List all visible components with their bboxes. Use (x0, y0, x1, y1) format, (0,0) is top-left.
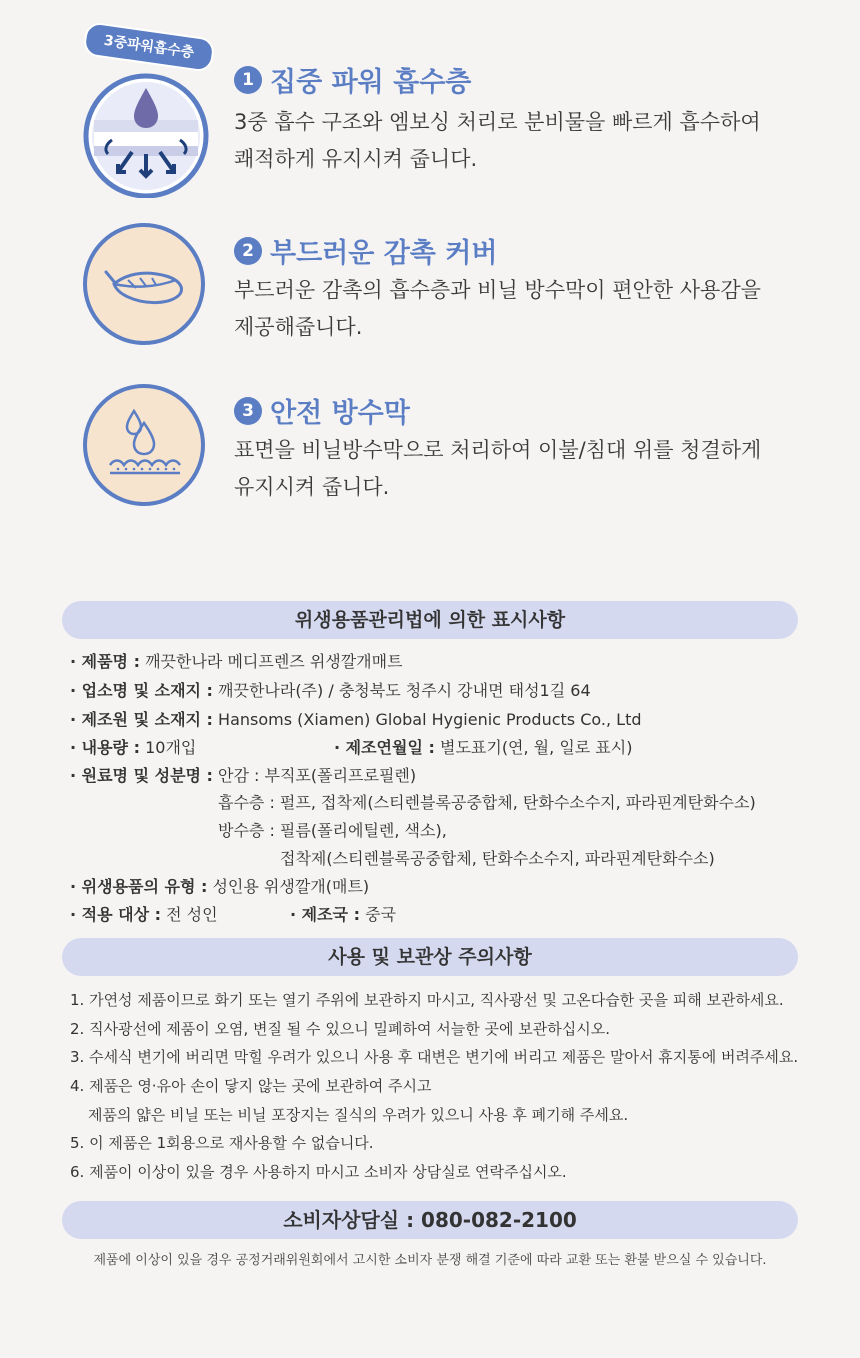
materials-row: · 원료명 및 성분명 : 안감 : 부직포(폴리프로필렌) (70, 766, 417, 785)
feature-title-text: 부드러운 감촉 커버 (270, 238, 498, 269)
feature-title-text: 안전 방수막 (270, 398, 410, 429)
caution-item: 4. 제품은 영·유아 손이 닿지 않는 곳에 보관하여 주시고 (70, 1077, 432, 1095)
label-section-title: 위생용품관리법에 의한 표시사항 (62, 601, 798, 639)
mfg-date-row: · 제조연월일 : 별도표기(연, 월, 일로 표시) (334, 738, 633, 757)
type-row: · 위생용품의 유형 : 성인용 위생깔개(매트) (70, 877, 370, 896)
materials-absorb-line: 흡수층 : 펄프, 접착제(스티렌블록공중합체, 탄화수소수지, 파라핀계탄화수소) (218, 793, 756, 812)
caution-item: 6. 제품이 이상이 있을 경우 사용하지 마시고 소비자 상담실로 연락주십시오. (70, 1163, 567, 1181)
company-row: · 업소명 및 소재지 : 깨끗한나라(주) / 충청북도 청주시 강내면 태성1길 64 (70, 681, 591, 700)
maker-row: · 제조원 및 소재지 : Hansoms (Xiamen) Global Hygienic Products Co., Ltd (70, 710, 642, 729)
desc-line-1: 3중 흡수 구조와 엠보싱 처리로 분비물을 빠르게 흡수하여 (234, 110, 761, 134)
desc-line-2: 제공해줍니다. (234, 315, 363, 339)
caution-item: 2. 직사광선에 제품이 오염, 변질 될 수 있으니 밀폐하여 서늘한 곳에 보관하십시오. (70, 1020, 610, 1038)
origin-row: · 제조국 : 중국 (290, 905, 396, 924)
number-badge: 3 (234, 397, 262, 425)
feature-title-text: 집중 파워 흡수층 (270, 67, 472, 98)
caution-item: 제품의 얇은 비닐 또는 비닐 포장지는 질식의 우려가 있으니 사용 후 폐기해 주세요. (88, 1106, 629, 1124)
feature-description (234, 432, 824, 506)
desc-line-2: 유지시켜 줍니다. (234, 475, 390, 499)
number-badge: 2 (234, 237, 262, 265)
caution-item: 5. 이 제품은 1회용으로 재사용할 수 없습니다. (70, 1134, 374, 1152)
caution-item: 3. 수세식 변기에 버리면 막힐 우려가 있으니 사용 후 대변은 변기에 버리고 제품은 말아서 휴지통에 버려주세요. (70, 1048, 799, 1066)
feature-title (234, 231, 497, 270)
target-row: · 적용 대상 : 전 성인 (70, 905, 218, 924)
materials-waterproof-line: 방수층 : 필름(폴리에틸렌, 색소), (218, 821, 447, 840)
materials-adhesive-line: 접착제(스티렌블록공중합체, 탄화수소수지, 파라핀계탄화수소) (280, 849, 715, 868)
product-name-row: · 제품명 : 깨끗한나라 메디프렌즈 위생깔개매트 (70, 652, 403, 671)
desc-line-2: 쾌적하게 유지시켜 줍니다. (234, 147, 478, 171)
consumer-center-phone: 소비자상담실 : 080-082-2100 (62, 1201, 798, 1239)
number-badge: 1 (234, 66, 262, 94)
desc-line-1: 표면을 비닐방수막으로 처리하여 이불/침대 위를 청결하게 (234, 438, 762, 462)
badge-label: 3중파워흡수층 (82, 21, 215, 73)
caution-item: 1. 가연성 제품이므로 화기 또는 열기 주위에 보관하지 마시고, 직사광선 및 고온다습한 곳을 피해 보관하세요. (70, 991, 784, 1009)
feature-description (234, 272, 824, 346)
absorb-layer-icon (76, 58, 216, 198)
caution-section-title: 사용 및 보관상 주의사항 (62, 938, 798, 976)
desc-line-1: 부드러운 감촉의 흡수층과 비닐 방수막이 편안한 사용감을 (234, 278, 761, 302)
feature-description (234, 104, 824, 178)
feather-icon (82, 222, 206, 346)
quantity-row: · 내용량 : 10개입 (70, 738, 197, 757)
feature-title (234, 391, 410, 430)
waterproof-drop-icon (82, 383, 206, 507)
feature-title (234, 60, 471, 99)
footer-note: 제품에 이상이 있을 경우 공정거래위원회에서 고시한 소비자 분쟁 해결 기준에 따라 교환 또는 환불 받으실 수 있습니다. (93, 1253, 767, 1268)
